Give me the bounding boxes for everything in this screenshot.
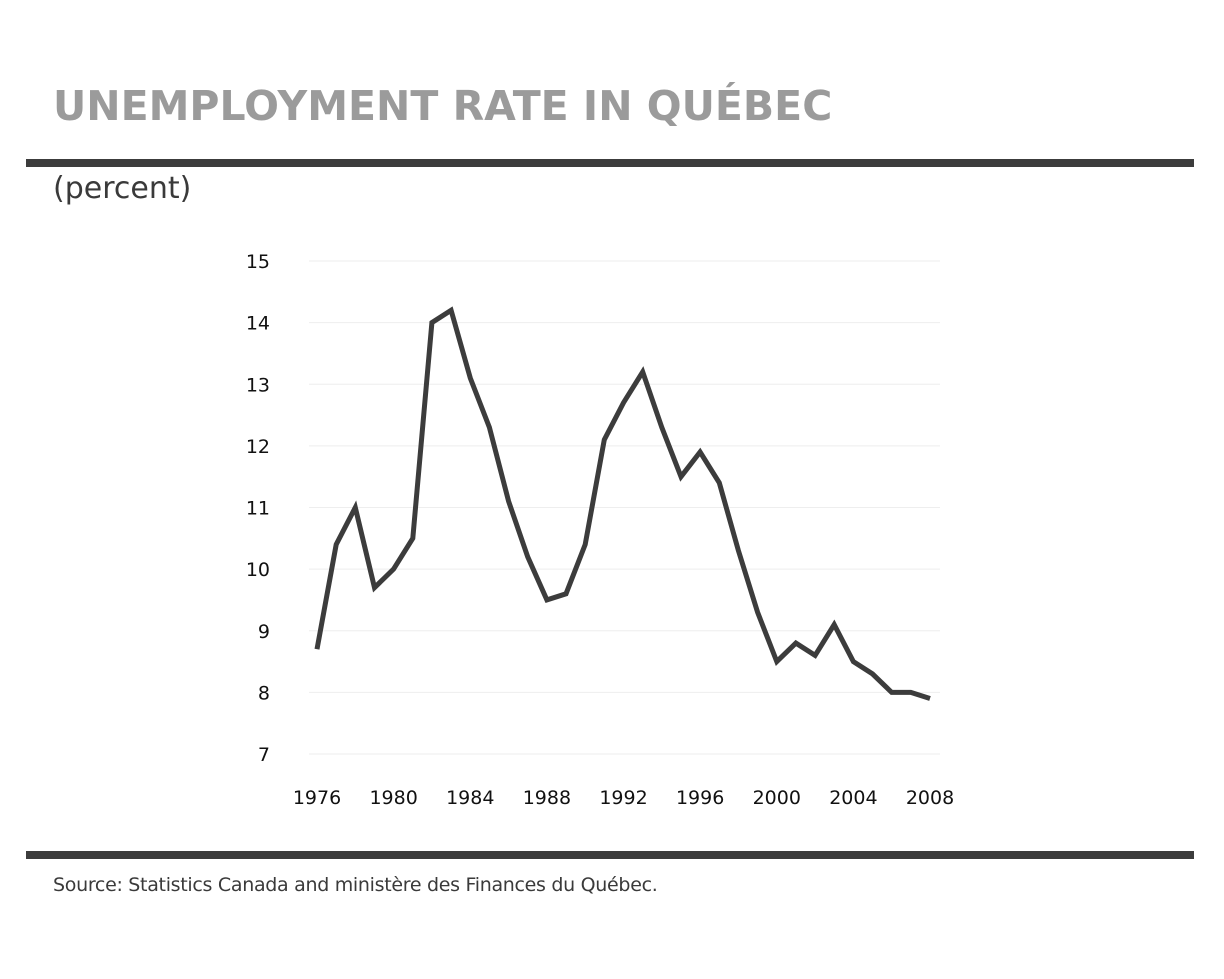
data-point (909, 690, 913, 694)
data-point (813, 653, 817, 657)
data-point (583, 542, 587, 546)
y-tick-label: 11 (245, 497, 270, 520)
data-point (468, 376, 472, 380)
chart-title: UNEMPLOYMENT RATE IN QUÉBEC (53, 82, 833, 130)
data-point (871, 672, 875, 676)
x-tick-label: 1984 (446, 787, 495, 809)
bottom-rule (26, 851, 1194, 859)
data-point (449, 308, 453, 312)
data-point (526, 555, 530, 559)
data-point (315, 647, 319, 651)
x-tick-label: 1980 (369, 787, 418, 809)
series-group (315, 308, 932, 700)
y-tick-label: 7 (257, 744, 270, 766)
data-point (756, 610, 760, 614)
series-line-0 (317, 310, 930, 698)
data-point (564, 592, 568, 596)
data-point (602, 438, 606, 442)
y-tick-label: 13 (245, 374, 270, 397)
data-point (928, 697, 932, 701)
x-tick-label: 2008 (905, 787, 955, 809)
y-tick-label: 10 (245, 559, 270, 582)
data-point (545, 598, 549, 602)
data-point (487, 425, 491, 429)
x-axis-tick-labels (293, 787, 954, 809)
data-point (736, 549, 740, 553)
data-point (334, 542, 338, 546)
data-point (832, 623, 836, 627)
x-tick-label: 1988 (522, 787, 572, 809)
data-point (698, 450, 702, 454)
data-point (717, 481, 721, 485)
data-point (372, 586, 376, 590)
data-point (679, 475, 683, 479)
x-tick-label: 1976 (292, 787, 342, 809)
x-tick-label: 2000 (752, 787, 801, 809)
data-point (660, 425, 664, 429)
data-point (430, 321, 434, 325)
x-tick-label: 2004 (829, 787, 878, 809)
x-tick-label: 1996 (675, 787, 725, 809)
y-tick-label: 14 (245, 312, 270, 335)
data-point (794, 641, 798, 645)
y-tick-label: 9 (257, 620, 270, 643)
y-tick-label: 12 (245, 435, 270, 458)
grid-lines (309, 261, 940, 754)
data-point (890, 690, 894, 694)
data-point (392, 567, 396, 571)
data-point (775, 660, 779, 664)
x-tick-label: 1992 (599, 787, 648, 809)
data-point (622, 401, 626, 405)
source-note: Source: Statistics Canada and ministère des Finances du Québec. (53, 874, 658, 896)
y-axis-tick-labels (246, 251, 270, 766)
data-point (851, 660, 855, 664)
y-tick-label: 15 (245, 251, 270, 273)
data-point (411, 536, 415, 540)
y-tick-label: 8 (257, 682, 270, 705)
unit-label: (percent) (53, 171, 192, 206)
data-point (641, 370, 645, 374)
data-point (507, 499, 511, 503)
data-point (353, 506, 357, 510)
